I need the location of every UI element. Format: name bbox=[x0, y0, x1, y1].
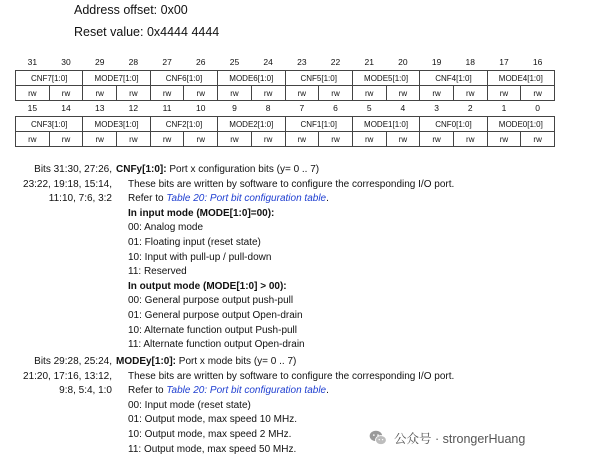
access-cell: rw bbox=[184, 86, 218, 101]
field-name-row bbox=[16, 117, 555, 132]
access-cell: rw bbox=[319, 86, 353, 101]
register-field: MODE0[1:0] bbox=[487, 117, 554, 132]
mode-title-text: Port x mode bits (y= 0 .. 7) bbox=[176, 356, 297, 367]
access-cell: rw bbox=[521, 132, 555, 147]
bit-number: 25 bbox=[229, 57, 240, 67]
access-cell: rw bbox=[386, 132, 420, 147]
access-cell: rw bbox=[117, 132, 151, 147]
input-mode-heading: In input mode (MODE[1:0]=00): bbox=[128, 207, 275, 219]
bit-number: 10 bbox=[196, 103, 206, 113]
cnf-title bbox=[116, 163, 319, 178]
cnf-refer-prefix: Refer to bbox=[128, 193, 167, 205]
field-name-row bbox=[16, 71, 555, 86]
bit-number: 12 bbox=[128, 103, 139, 113]
bit-number-row bbox=[16, 54, 555, 71]
mode-desc-text: These bits are written by software to configure the corresponding I/O port. bbox=[128, 370, 455, 382]
register-field: MODE7[1:0] bbox=[83, 71, 150, 86]
bit-number: 5 bbox=[366, 103, 372, 113]
access-cell: rw bbox=[285, 132, 319, 147]
bit-number: 0 bbox=[535, 103, 541, 113]
cnf-bits-label bbox=[0, 163, 112, 207]
bit-number: 3 bbox=[434, 103, 439, 113]
bit-number: 24 bbox=[263, 57, 273, 67]
mode-table-link[interactable]: Table 20: Port bit configuration table bbox=[166, 385, 327, 397]
access-cell: rw bbox=[487, 86, 521, 101]
mode-bits-line: 9:8, 5:4, 1:0 bbox=[59, 385, 112, 397]
bit-number: 27 bbox=[162, 57, 172, 67]
output-mode-item: 10: Alternate function output Push-pull bbox=[128, 324, 298, 336]
bit-number: 13 bbox=[94, 103, 105, 113]
bit-number: 14 bbox=[61, 103, 71, 113]
register-field: MODE1[1:0] bbox=[352, 117, 419, 132]
cnf-refer-suffix: . bbox=[326, 193, 329, 205]
mode-refer bbox=[128, 384, 454, 399]
bit-number: 28 bbox=[128, 57, 139, 67]
bit-number: 23 bbox=[297, 57, 307, 67]
output-mode-item: 11: Alternate function output Open-drain bbox=[128, 339, 305, 351]
cnf-refer bbox=[128, 192, 454, 207]
access-cell: rw bbox=[117, 86, 151, 101]
bit-number: 16 bbox=[532, 57, 543, 67]
access-cell: rw bbox=[285, 86, 319, 101]
bit-number: 15 bbox=[27, 103, 38, 113]
cnf-title-text: Port x configuration bits (y= 0 .. 7) bbox=[166, 164, 320, 175]
address-offset: Address offset: 0x00 bbox=[74, 3, 188, 17]
access-cell: rw bbox=[251, 86, 285, 101]
access-cell: rw bbox=[352, 132, 386, 147]
input-mode-item: 11: Reserved bbox=[128, 266, 187, 278]
cnf-title-name: CNFy[1:0]: bbox=[116, 164, 167, 175]
bit-number: 30 bbox=[61, 57, 71, 67]
output-mode-heading bbox=[128, 280, 454, 295]
bit-number: 11 bbox=[162, 103, 172, 113]
output-heading-gt: > bbox=[260, 280, 267, 292]
register-field: CNF6[1:0] bbox=[150, 71, 217, 86]
wechat-icon bbox=[368, 428, 388, 448]
access-cell: rw bbox=[420, 86, 454, 101]
bit-number: 19 bbox=[431, 57, 442, 67]
mode-refer-prefix: Refer to bbox=[128, 385, 167, 397]
output-heading-a: In output mode (MODE[1:0] bbox=[128, 280, 261, 292]
mode-refer-suffix: . bbox=[326, 385, 329, 397]
register-field: CNF3[1:0] bbox=[16, 117, 83, 132]
access-cell: rw bbox=[386, 86, 420, 101]
register-field: MODE5[1:0] bbox=[352, 71, 419, 86]
register-field: MODE2[1:0] bbox=[218, 117, 285, 132]
access-cell: rw bbox=[16, 86, 50, 101]
access-cell: rw bbox=[184, 132, 218, 147]
register-field: CNF2[1:0] bbox=[150, 117, 217, 132]
access-cell: rw bbox=[16, 132, 50, 147]
watermark-text: 公众号 · strongerHuang bbox=[394, 432, 526, 446]
mode-item: 00: Input mode (reset state) bbox=[128, 399, 251, 411]
access-cell: rw bbox=[150, 132, 184, 147]
bit-number: 29 bbox=[94, 57, 105, 67]
mode-bits-label bbox=[0, 355, 112, 399]
access-cell: rw bbox=[251, 132, 285, 147]
access-cell: rw bbox=[352, 86, 386, 101]
bit-number: 26 bbox=[196, 57, 206, 67]
input-mode-item: 00: Analog mode bbox=[128, 222, 204, 234]
cnf-bits-line: 23:22, 19:18, 15:14, bbox=[23, 178, 112, 190]
access-cell: rw bbox=[319, 132, 353, 147]
bit-number: 17 bbox=[499, 57, 509, 67]
cnf-description bbox=[128, 178, 454, 353]
mode-bits-line: Bits 29:28, 25:24, bbox=[34, 356, 112, 367]
mode-item: 01: Output mode, max speed 10 MHz. bbox=[128, 414, 297, 426]
mode-item: 10: Output mode, max speed 2 MHz. bbox=[128, 428, 292, 440]
cnf-table-link[interactable]: Table 20: Port bit configuration table bbox=[166, 193, 327, 205]
input-mode-item: 10: Input with pull-up / pull-down bbox=[128, 251, 272, 263]
access-cell: rw bbox=[150, 86, 184, 101]
access-cell: rw bbox=[83, 132, 117, 147]
bit-number: 6 bbox=[333, 103, 338, 113]
access-cell: rw bbox=[453, 132, 487, 147]
access-row bbox=[16, 132, 555, 147]
bit-number: 22 bbox=[330, 57, 341, 67]
bit-number: 2 bbox=[467, 103, 473, 113]
reset-value: Reset value: 0x4444 4444 bbox=[74, 25, 220, 39]
bit-number: 31 bbox=[27, 57, 38, 67]
register-field: CNF7[1:0] bbox=[16, 71, 83, 86]
cnf-bits-line: Bits 31:30, 27:26, bbox=[34, 164, 112, 175]
access-cell: rw bbox=[218, 132, 252, 147]
bit-number: 7 bbox=[299, 103, 305, 113]
bit-number: 18 bbox=[465, 57, 476, 67]
bit-number: 9 bbox=[232, 103, 237, 113]
mode-title bbox=[116, 355, 296, 370]
access-cell: rw bbox=[83, 86, 117, 101]
access-cell: rw bbox=[453, 86, 487, 101]
input-mode-item: 01: Floating input (reset state) bbox=[128, 236, 261, 248]
register-field: CNF5[1:0] bbox=[285, 71, 352, 86]
access-cell: rw bbox=[49, 86, 83, 101]
mode-item: 11: Output mode, max speed 50 MHz. bbox=[128, 443, 297, 455]
bit-number-row bbox=[16, 100, 555, 117]
register-field: MODE6[1:0] bbox=[218, 71, 285, 86]
bit-number: 8 bbox=[265, 103, 271, 113]
register-field: CNF4[1:0] bbox=[420, 71, 487, 86]
cnf-desc-text: These bits are written by software to configure the corresponding I/O port. bbox=[128, 178, 455, 190]
register-field: CNF1[1:0] bbox=[285, 117, 352, 132]
output-heading-b: 00): bbox=[266, 280, 287, 292]
output-mode-item: 00: General purpose output push-pull bbox=[128, 295, 294, 307]
access-cell: rw bbox=[49, 132, 83, 147]
register-map-lower bbox=[15, 100, 555, 147]
bit-number: 20 bbox=[398, 57, 408, 67]
mode-title-name: MODEy[1:0]: bbox=[116, 356, 177, 367]
cnf-bits-line: 11:10, 7:6, 3:2 bbox=[48, 193, 112, 205]
access-cell: rw bbox=[521, 86, 555, 101]
access-cell: rw bbox=[420, 132, 454, 147]
access-row bbox=[16, 86, 555, 101]
register-map-upper bbox=[15, 54, 555, 101]
register-field: MODE4[1:0] bbox=[487, 71, 554, 86]
output-mode-item: 01: General purpose output Open-drain bbox=[128, 309, 303, 321]
bit-number: 1 bbox=[501, 103, 507, 113]
register-field: CNF0[1:0] bbox=[420, 117, 487, 132]
mode-bits-line: 21:20, 17:16, 13:12, bbox=[23, 370, 112, 382]
bit-number: 21 bbox=[364, 57, 374, 67]
register-field: MODE3[1:0] bbox=[83, 117, 150, 132]
access-cell: rw bbox=[487, 132, 521, 147]
bit-number: 4 bbox=[400, 103, 406, 113]
watermark bbox=[368, 428, 525, 448]
access-cell: rw bbox=[218, 86, 252, 101]
